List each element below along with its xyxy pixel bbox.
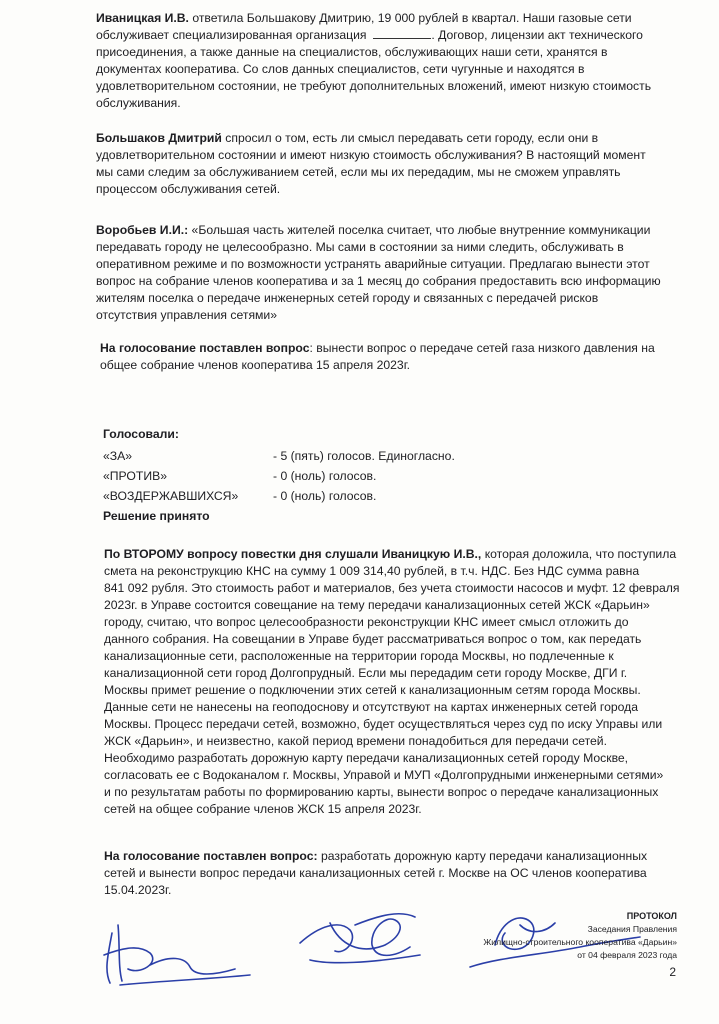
paragraph-vorobyev: Воробьев И.И.: «Большая часть жителей поселка считает, что любые внутренние коммуникации передавать городу не целесообразно. Мы сами в состоянии за ними следить, обслуживать в оперативном режиме и по возможности устранять аварийные ситуации. Предлагаю вынести этот вопрос на собрание членов кооператива и за 1 месяц до собрания предоставить всю информацию жителям поселка о передаче инженерных сетей городу и связанных с передачей рисков отсутствия управления сетями» bbox=[96, 223, 661, 322]
paragraph-bolshakov: Большаков Дмитрий спросил о том, есть ли смысл передавать сети городу, если они в удовлетворительном состоянии и имеют низкую стоимость обслуживания? В настоящий момент мы сами следим за обслуживанием сетей, если мы их передадим, мы не сможем управлять процессом обслуживания сетей. bbox=[96, 131, 646, 196]
voting-title: Голосовали: bbox=[103, 427, 179, 441]
paragraph-vote-question-gas: На голосование поставлен вопрос: вынести вопрос о передаче сетей газа низкого давления на общее собрание членов кооператива 15 апреля 2023г. bbox=[100, 341, 655, 372]
signature-1 bbox=[104, 925, 250, 985]
signature-2 bbox=[300, 914, 420, 963]
page-number: 2 bbox=[669, 965, 676, 979]
voting-results bbox=[103, 426, 663, 525]
vote-row-against: «ПРОТИВ» - 0 (ноль) голосов. bbox=[103, 469, 377, 483]
protocol-title: ПРОТОКОЛ bbox=[626, 911, 677, 921]
paragraph-ivanitskaya-gas: Иваницкая И.В. ответила Большакову Дмитрию, 19 000 рублей в квартал. Наши газовые сети обслуживает специализированная организация . Договор, лицензии акт технического присоединения, а также данные на специалистов, обслуживающих наши сети, хранятся в документах кооператива. Со слов данных специалистов, сети чугунные и находятся в удовлетворительном состоянии, не требуют дополнительных вложений, имеют низкую стоимость обслуживания. bbox=[96, 11, 652, 110]
speaker-name: Большаков Дмитрий bbox=[96, 131, 222, 145]
speaker-name: Воробьев И.И.: bbox=[96, 223, 189, 237]
vote-row-abstained: «ВОЗДЕРЖАВШИХСЯ» - 0 (ноль) голосов. bbox=[103, 489, 377, 503]
paragraph-second-question: По ВТОРОМУ вопросу повестки дня слушали Иваницкую И.В., которая доложила, что поступила смета на реконструкцию КНС на сумму 1 009 314,40 рублей, в т.ч. НДС. Без НДС сумма равна 841 092 рубля. Это стоимость работ и материалов, без учета стоимости насосов и муфт. 12 февраля 2023г. в Управе состоится совещание на тему передачи канализационных сетей ЖСК «Дарьин» городу, считаю, что вопрос целесообразности реконструкции КНС имеет смысл отложить до данного собрания. На совещании в Управе будет рассматриваться вопрос о том, как передать канализационные сети, расположенные на территории города Москвы, но подлеченные к канализационной сети город Долгопрудный. Если мы передадим сети городу Москве, ДГИ г. Москвы примет решение о подключении этих сетей к канализационным сетям города Москвы. Данные сети не нанесены на геоподоснову и отсутствуют на картах инженерных сетей города Москвы. Процесс передачи сетей, возможно, будет осуществляться через суд по иску Управы или ЖСК «Дарьин», и неизвестно, какой период времени понадобиться для передачи сетей. Необходимо разработать дорожную карту передачи канализационных сетей городу Москве, согласовать ее с Водоканалом г. Москвы, Управой и МУП «Долгопрудными инженерными сетями» и по результатам работы по формированию карты, вынести вопрос о передаче канализационных сетей на общее собрание членов ЖСК 15 апреля 2023г. bbox=[104, 547, 680, 816]
decision-text: Решение принято bbox=[103, 509, 210, 523]
protocol-footer: ПРОТОКОЛ Заседания Правления Жилищно-строительного кооператива «Дарьин» от 04 февраля 2023 года bbox=[483, 911, 677, 960]
paragraph-vote-question-sewer: На голосование поставлен вопрос: разработать дорожную карту передачи канализационных сетей и вынести вопрос передачи канализационных сетей г. Москве на ОС членов кооператива 15.04.2023г. bbox=[104, 849, 648, 897]
speaker-name: Иваницкая И.В. bbox=[96, 11, 189, 25]
vote-row-for: «ЗА» - 5 (пять) голосов. Единогласно. bbox=[103, 449, 455, 463]
blank-underline bbox=[373, 28, 431, 39]
